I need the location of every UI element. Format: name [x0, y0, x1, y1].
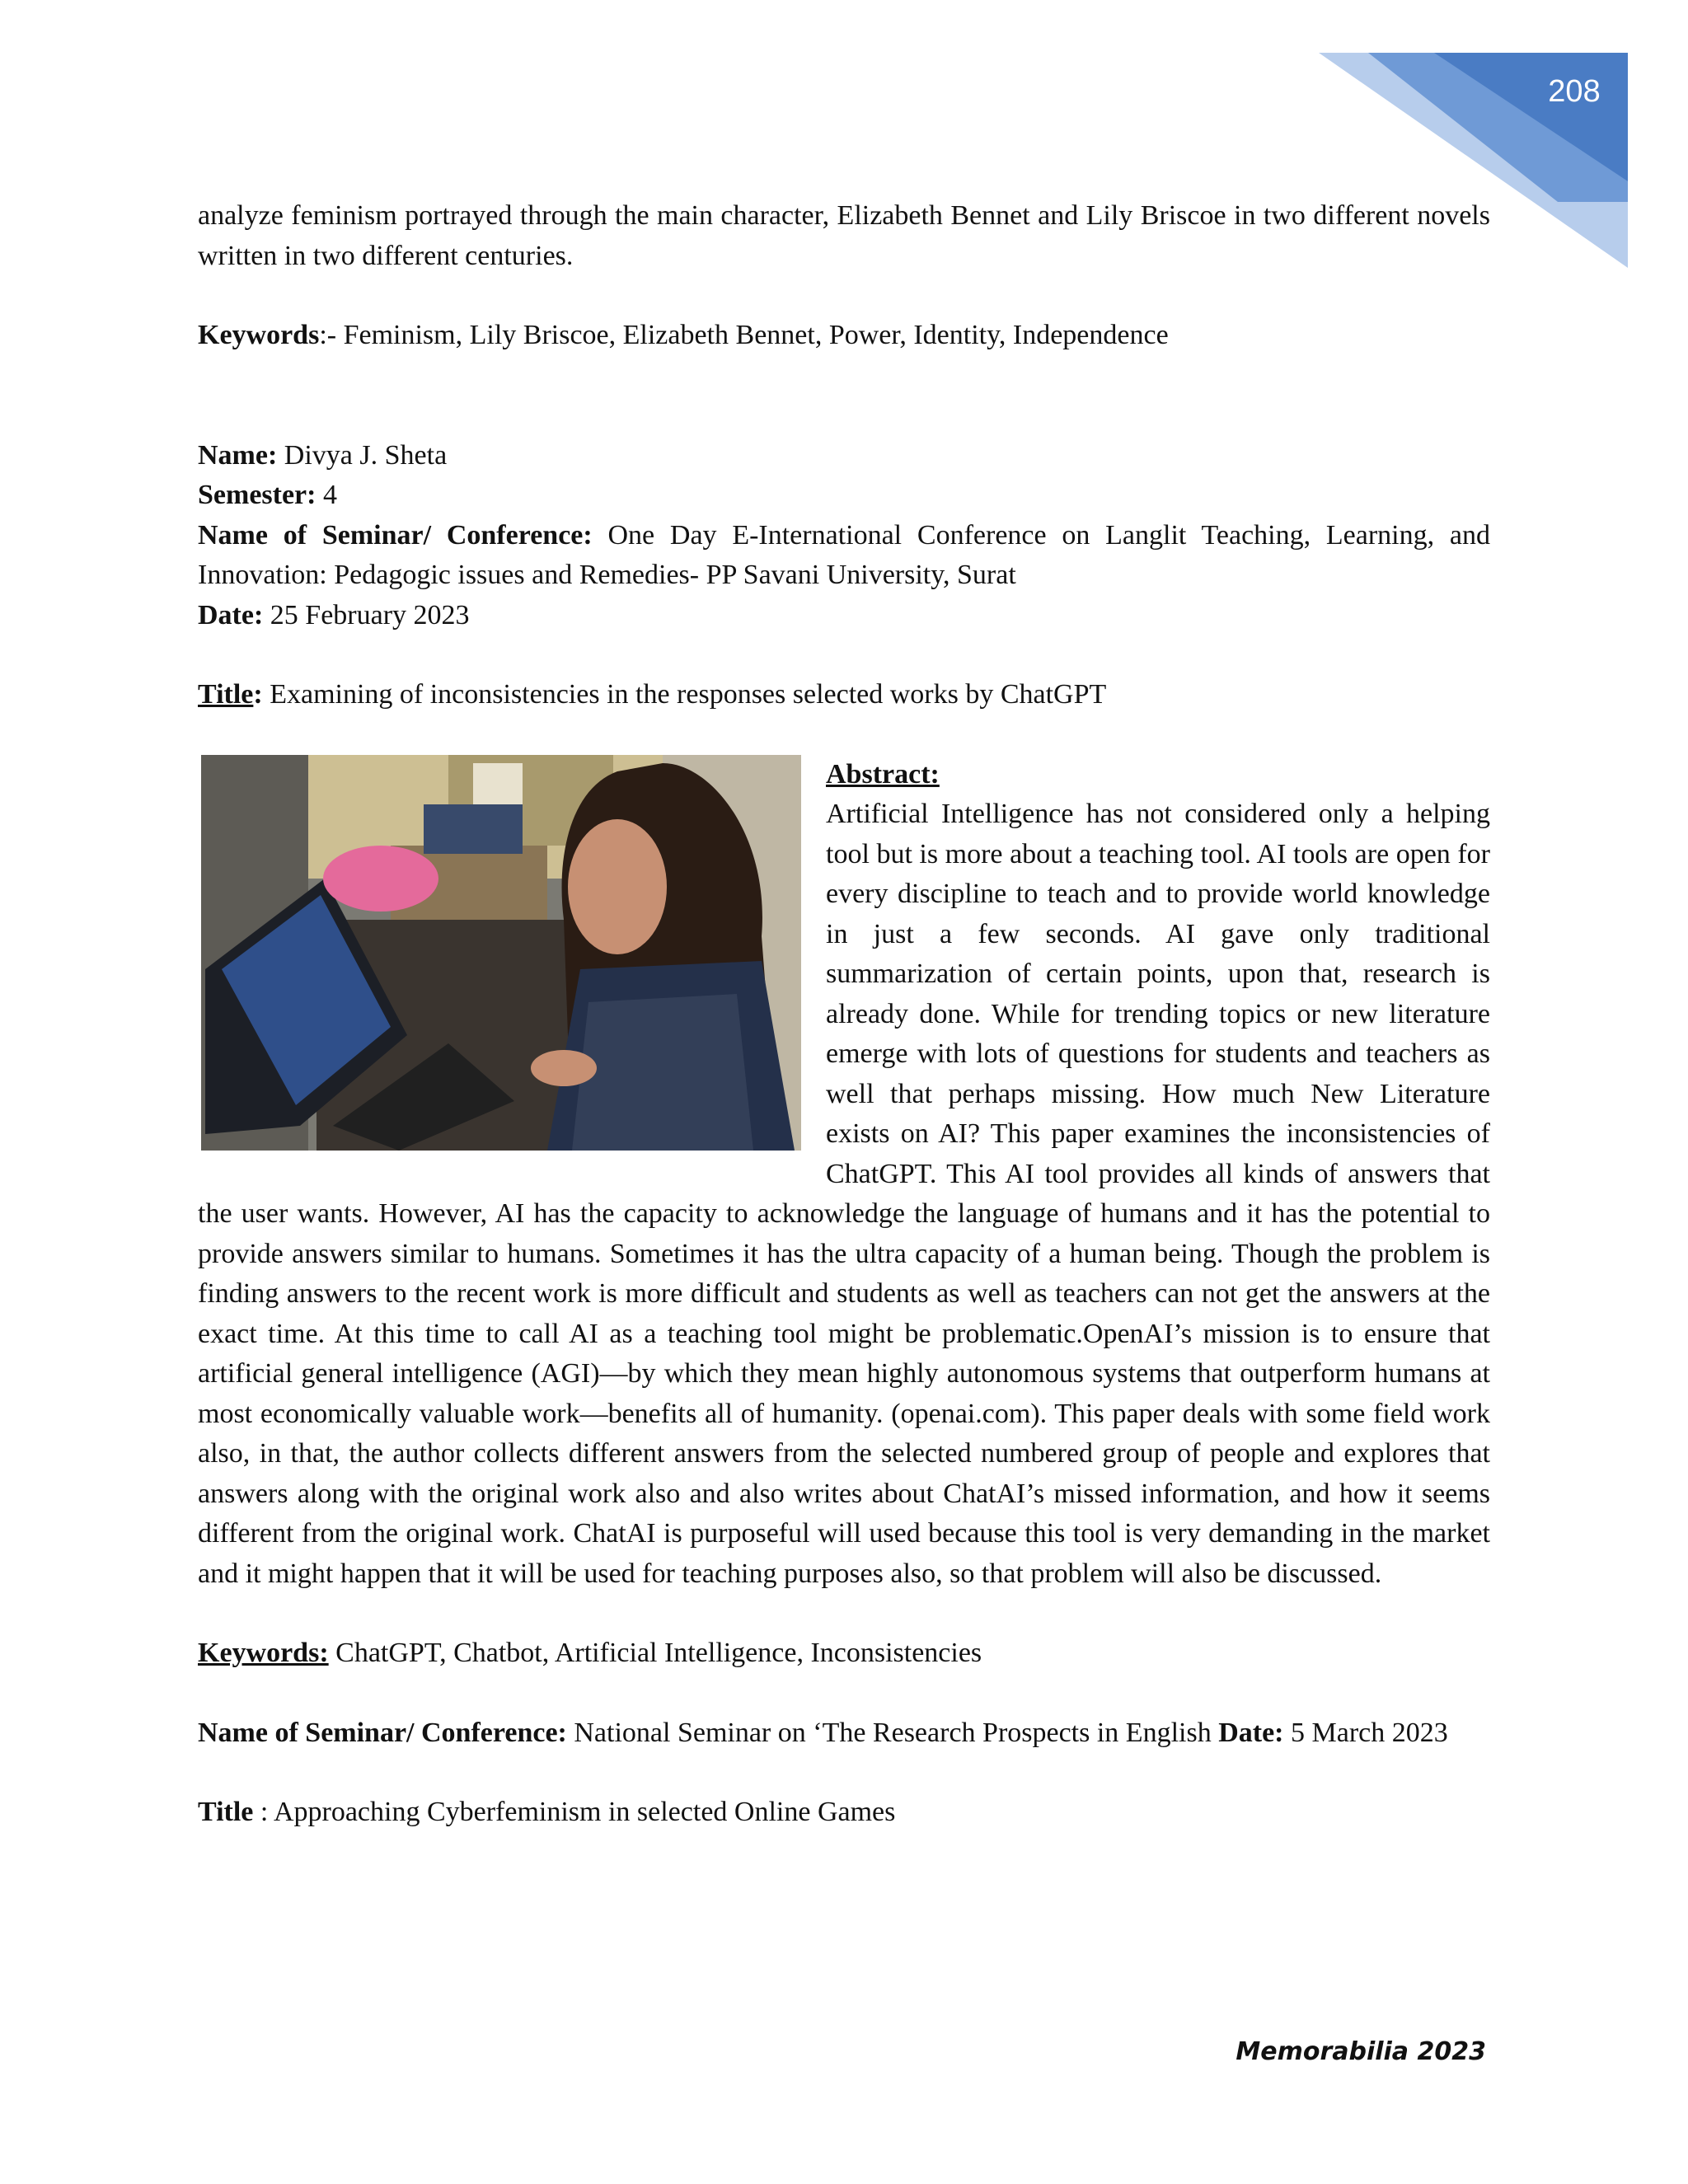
- next-seminar-line: [198, 1713, 1490, 1754]
- abstract-text: Artificial Intelligence has not considered only a helping tool but is more about a teaching tool. AI tools are open for every discipline to teach and to provide world knowledge in just a few seconds. AI gave only traditional summarization of certain points, upon that, research is already done. While for trending topics or new literature emerge with lots of questions for students and teachers as well that perhaps missing. How much New Literature exists on AI? This paper examines the inconsistencies of ChatGPT. This AI tool provides all kinds of answers that the user wants. However, AI has the capacity to acknowledge the language of humans and it has the potential to provide answers similar to humans. Sometimes it has the ultra capacity of a human being. Though the problem is finding answers to the recent work is more difficult and students as well as teachers can not get the answers at the exact time. At this time to call AI as a teaching tool might be problematic.OpenAI’s mission is to ensure that artificial general intelligence (AGI)—by which they mean highly autonomous systems that outperform humans at most economically valuable work—benefits all of humanity. (openai.com). This paper deals with some field work also, in that, the author collects different answers from the selected numbered group of people and explores that answers along with the original work also and also writes about ChatAI’s missed information, and how it seems different from the original work. ChatAI is purposeful will used because this tool is very demanding in the market and it might happen that it will be used for teaching purposes also, so that problem will also be discussed.: [198, 799, 1490, 1589]
- seminar-line: [198, 516, 1490, 596]
- page-content: [198, 196, 1490, 1833]
- abstract-keywords: [198, 1633, 1490, 1674]
- footer-brand: Memorabilia 2023: [1236, 2037, 1486, 2066]
- name-line: [198, 436, 1490, 476]
- date-label: Date:: [198, 599, 264, 630]
- keywords-value: :- Feminism, Lily Briscoe, Elizabeth Bennet, Power, Identity, Independence: [319, 320, 1169, 350]
- next-seminar-value: National Seminar on ‘The Research Prospects in English: [566, 1717, 1219, 1748]
- next-date-label: Date:: [1218, 1717, 1284, 1748]
- title-line: [198, 675, 1490, 715]
- title-colon: :: [253, 679, 263, 710]
- date-value: 25 February 2023: [263, 599, 470, 630]
- semester-value: 4: [316, 480, 337, 510]
- name-label: Name:: [198, 439, 278, 471]
- page-number: 208: [1548, 74, 1601, 109]
- abstract-keywords-value: ChatGPT, Chatbot, Artificial Intelligence, Inconsistencies: [328, 1638, 982, 1668]
- abstract-label: Abstract:: [826, 758, 940, 790]
- next-title-value: : Approaching Cyberfeminism in selected Online Games: [253, 1797, 896, 1827]
- keywords-label: Keywords: [198, 320, 320, 350]
- next-title-label: Title: [198, 1797, 254, 1827]
- abstract-keywords-label: Keywords:: [198, 1638, 329, 1668]
- next-seminar-label: Name of Seminar/ Conference:: [198, 1717, 567, 1748]
- seminar-value: One Day E-International Conference on Langlit Teaching, Learning, and Innovation: Pedagogic issues and Remedies- PP Savani University, Surat: [198, 519, 1490, 590]
- title-label: Title: [198, 679, 254, 710]
- seminar-label: Name of Seminar/ Conference:: [198, 519, 593, 551]
- next-title-line: [198, 1793, 1490, 1833]
- semester-line: [198, 476, 1490, 516]
- name-value: Divya J. Sheta: [277, 439, 448, 471]
- presenter-photo: [201, 755, 801, 1151]
- next-date-value: 5 March 2023: [1283, 1717, 1448, 1748]
- semester-label: Semester:: [198, 480, 316, 510]
- intro-keywords: [198, 316, 1490, 356]
- intro-text: analyze feminism portrayed through the main character, Elizabeth Bennet and Lily Briscoe in two different novels written in two different centuries.: [198, 200, 1490, 271]
- title-value: Examining of inconsistencies in the responses selected works by ChatGPT: [262, 679, 1107, 710]
- date-line: [198, 596, 1490, 636]
